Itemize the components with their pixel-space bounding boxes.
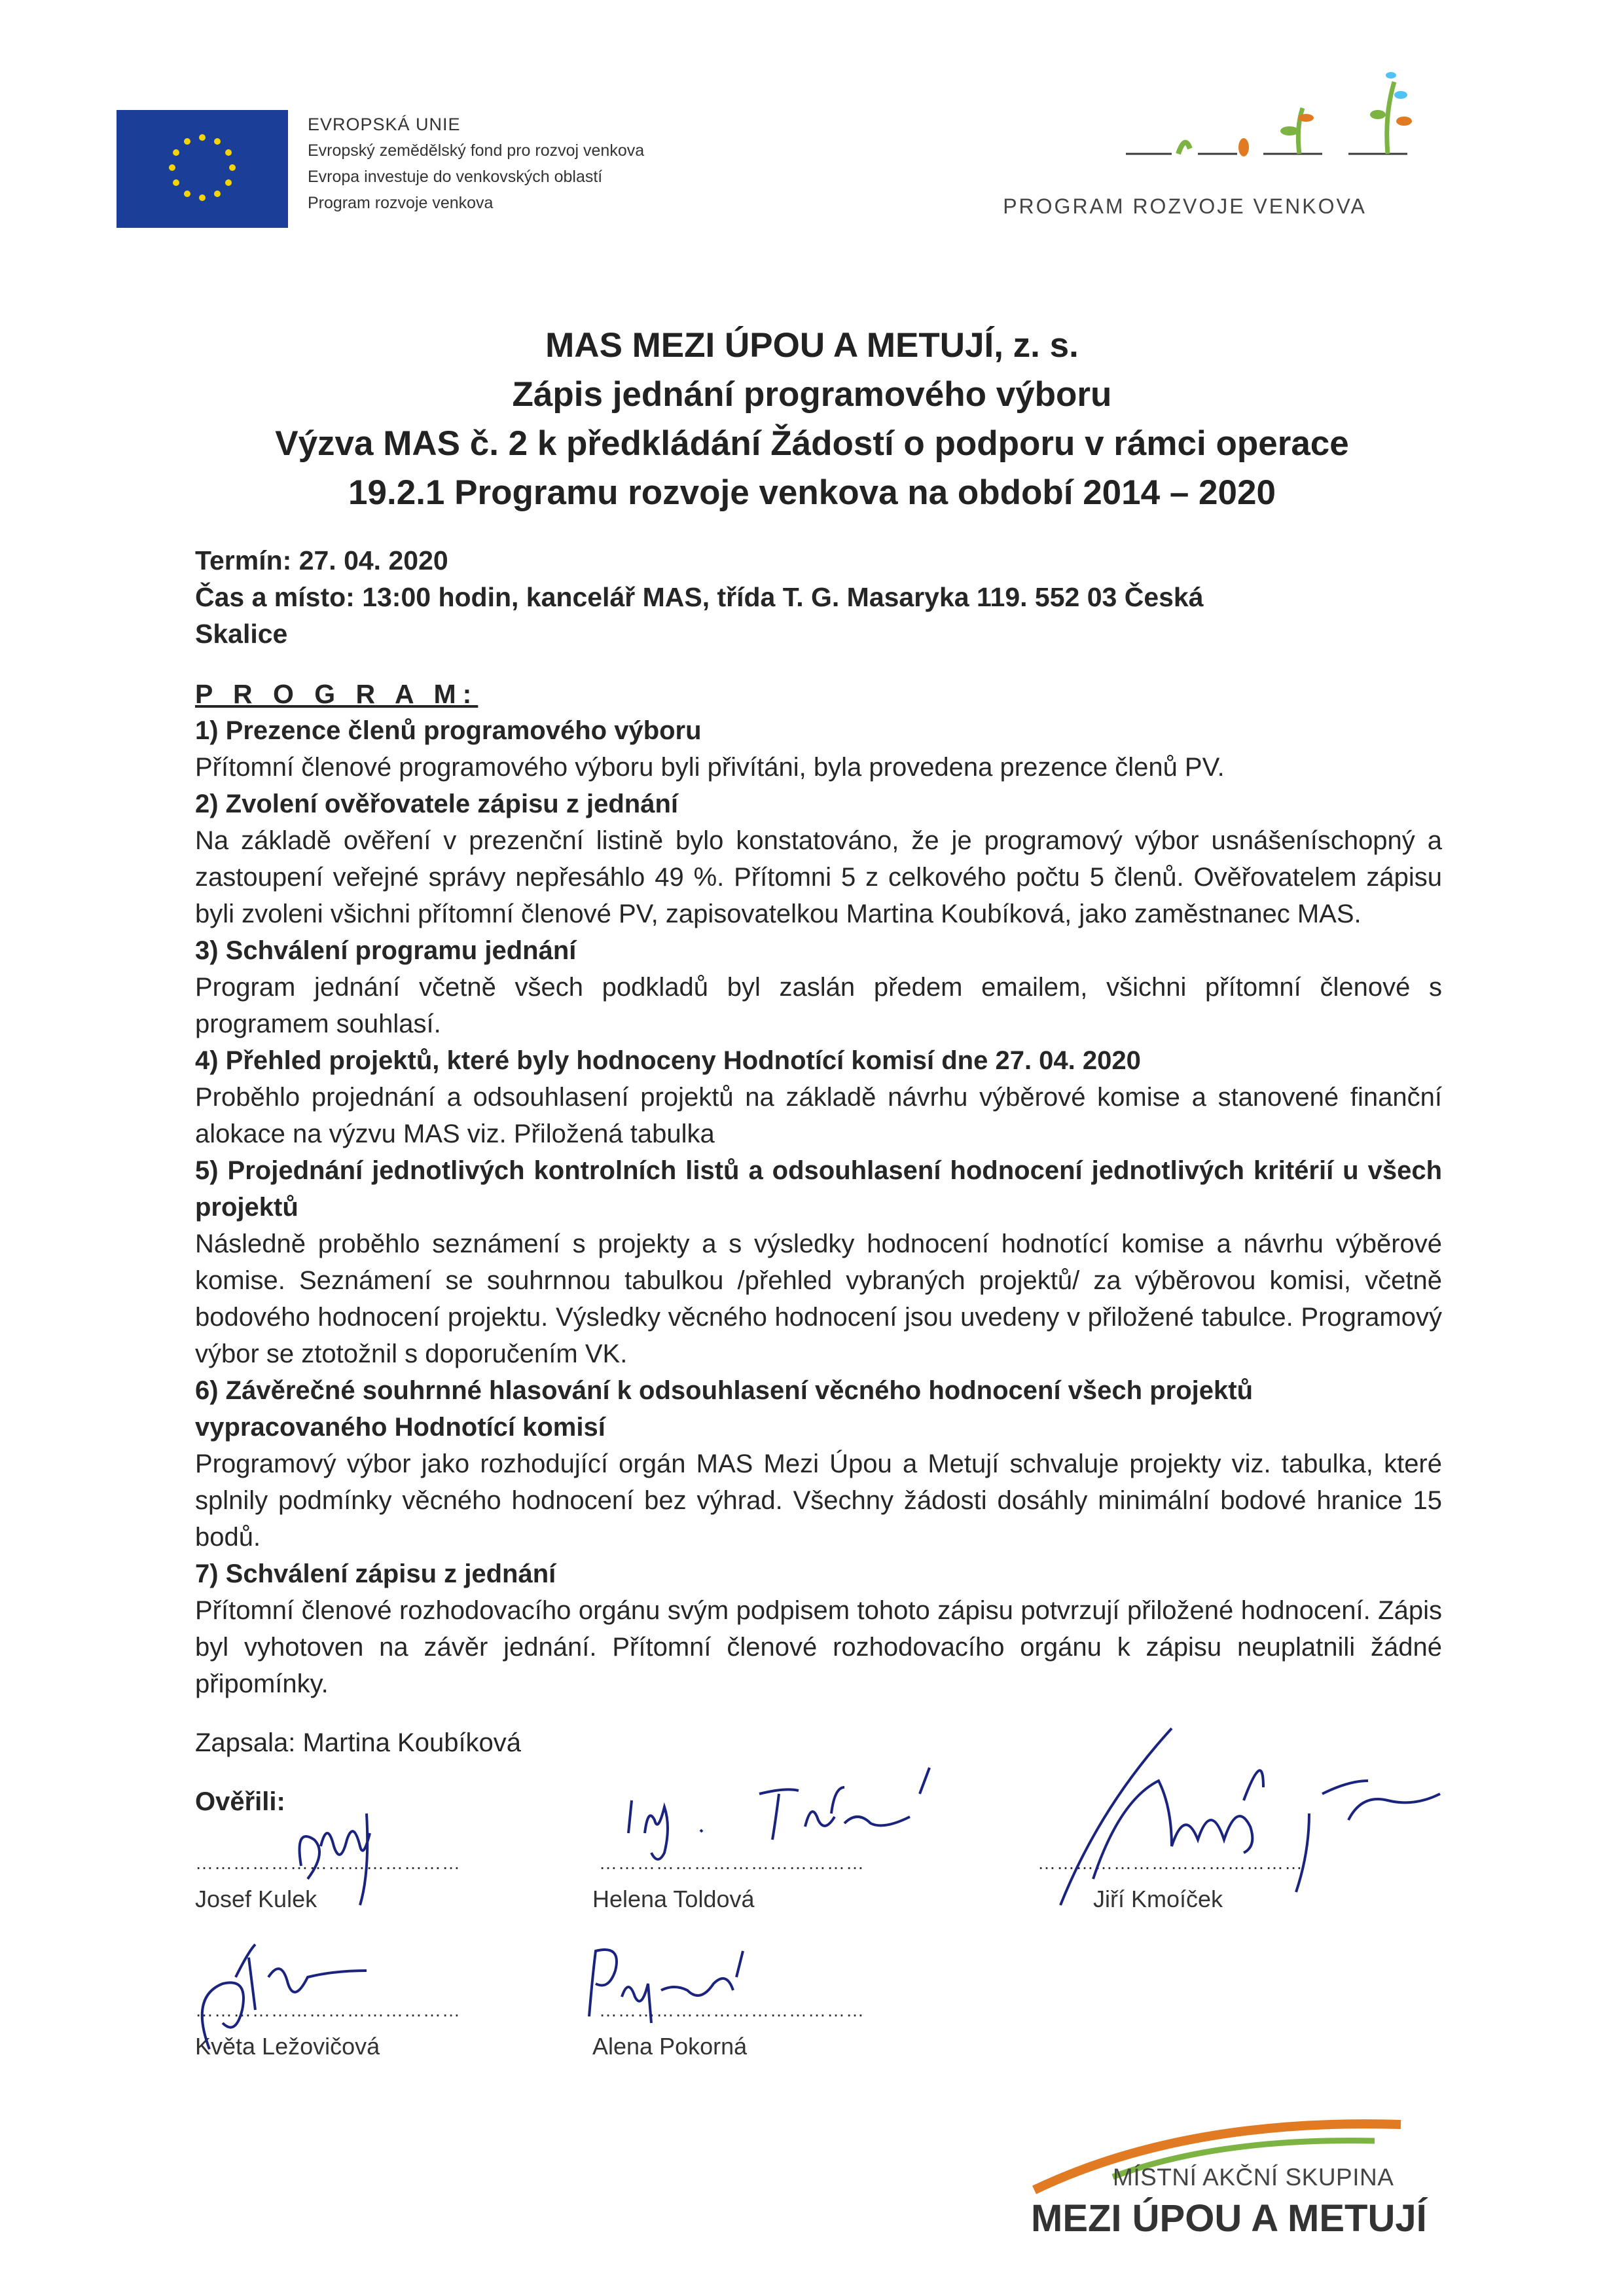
meeting-place-cont: Skalice [195, 619, 288, 649]
signature-line: …………………………………… [195, 2000, 461, 2020]
section-6 [195, 1372, 1442, 1556]
section-heading: 2) Zvolení ověřovatele zápisu z jednání [195, 790, 678, 818]
mas-label-small: MÍSTNÍ AKČNÍ SKUPINA [1113, 2164, 1394, 2191]
eu-stars-icon [117, 110, 288, 228]
eu-flag-icon [117, 110, 288, 228]
section-heading: 5) Projednání jednotlivých kontrolních listů a odsouhlasení hodnocení jednotlivých kritérií u všech projektů [195, 1156, 1442, 1222]
meeting-time-place: Čas a místo: 13:00 hodin, kancelář MAS, třída T. G. Masaryka 119. 552 03 Česká [195, 582, 1204, 612]
recorded-by: Zapsala: Martina Koubíková [195, 1728, 522, 1757]
section-heading: 1) Prezence členů programového výboru [195, 716, 702, 745]
title-call: Výzva MAS č. 2 k předkládání Žádostí o podporu v rámci operace [275, 424, 1349, 463]
signatory-name: Alena Pokorná [592, 2033, 748, 2060]
section-text: Následně proběhlo seznámení s projekty a s výsledky hodnocení hodnotící komise a návrhu výběrové komise. Seznámení se souhrnnou tabulkou /přehled vybraných projektů/ za výběrovou komisi, včetně bodového hodnocení projektu. Výsledky věcného hodnocení jsou uvedeny v přiložené tabulce. Programový výbor se ztotožnil s doporučením VK. [195, 1230, 1442, 1368]
program-heading: P R O G R A M: [195, 679, 478, 709]
eu-line: Evropa investuje do venkovských oblastí [308, 168, 603, 186]
signature-line: …………………………………… [599, 1853, 865, 1873]
section-text: Přítomní členové programového výboru byli přivítáni, byla provedena prezence členů PV. [195, 753, 1225, 782]
section-text: Programový výbor jako rozhodující orgán MAS Mezi Úpou a Metují schvaluje projekty viz. tabulka, které splnily podmínky věcného hodnocení bez výhrad. Všechny žádosti dosáhly minimální bodové hranice 15 bodů. [195, 1449, 1442, 1552]
signature-icon [1034, 1722, 1466, 1918]
section-text: Proběhlo projednání a odsouhlasení projektů na základě návrhu výběrové komise a stanovené finanční alokace na výzvu MAS viz. Přiložená tabulka [195, 1083, 1442, 1148]
eu-line: EVROPSKÁ UNIE [308, 115, 461, 134]
signatory-name: Josef Kulek [195, 1886, 317, 1912]
signature-icon [275, 1768, 425, 1912]
meeting-date: Termín: 27. 04. 2020 [195, 545, 448, 575]
title-program: 19.2.1 Programu rozvoje venkova na období 2014 – 2020 [348, 473, 1276, 512]
section-heading: 6) Závěrečné souhrnné hlasování k odsouhlasení věcného hodnocení všech projektů vypracovaného Hodnotící komisí [195, 1376, 1253, 1442]
section-2 [195, 786, 1442, 932]
title-org: MAS MEZI ÚPOU A METUJÍ, z. s. [545, 326, 1079, 365]
eu-line: Evropský zemědělský fond pro rozvoj venkova [308, 141, 645, 160]
section-heading: 7) Schválení zápisu z jednání [195, 1559, 556, 1588]
signature-line: …………………………………… [1038, 1853, 1303, 1873]
eu-line: Program rozvoje venkova [308, 194, 494, 212]
signatory-name: Jiří Kmoíček [1093, 1886, 1223, 1912]
signature-icon [615, 1755, 982, 1872]
title-subject: Zápis jednání programového výboru [512, 375, 1112, 414]
section-5 [195, 1152, 1442, 1372]
signature-icon [576, 1931, 772, 2030]
signature-line: …………………………………… [599, 2000, 865, 2020]
section-7 [195, 1556, 1442, 1702]
signatory-name: Květa Ležovičová [195, 2033, 380, 2060]
section-4 [195, 1042, 1442, 1152]
signature-line: …………………………………… [195, 1853, 461, 1873]
signatory-name: Helena Toldová [592, 1886, 755, 1912]
section-1 [195, 712, 1442, 786]
mas-label-big: MEZI ÚPOU A METUJÍ [1031, 2197, 1427, 2240]
section-text: Přítomní členové rozhodovacího orgánu svým podpisem tohoto zápisu potvrzují přiložené hodnocení. Zápis byl vyhotoven na závěr jednání. Přítomní členové rozhodovacího orgánu k zápisu neuplatnili žádné připomínky. [195, 1596, 1442, 1698]
section-3 [195, 932, 1442, 1042]
section-text: Program jednání včetně všech podkladů byl zaslán předem emailem, všichni přítomní členové s programem souhlasí. [195, 973, 1442, 1038]
eu-text-block [308, 111, 805, 216]
prv-logo-icon [1113, 56, 1427, 173]
section-heading: 4) Přehled projektů, které byly hodnoceny Hodnotící komisí dne 27. 04. 2020 [195, 1046, 1141, 1075]
prv-label: PROGRAM ROZVOJE VENKOVA [1003, 194, 1367, 218]
verified-by-label: Ověřili: [195, 1787, 285, 1816]
signature-icon [170, 1918, 380, 2069]
section-text: Na základě ověření v prezenční listině bylo konstatováno, že je programový výbor usnášeníschopný a zastoupení veřejné správy nepřesáhlo 49 %. Přítomni 5 z celkového počtu 5 členů. Ověřovatelem zápisu byli zvoleni všichni přítomní členové PV, zapisovatelkou Martina Koubíková, jako zaměstnanec MAS. [195, 826, 1442, 928]
minutes-body [195, 542, 1442, 1820]
section-heading: 3) Schválení programu jednání [195, 936, 577, 965]
